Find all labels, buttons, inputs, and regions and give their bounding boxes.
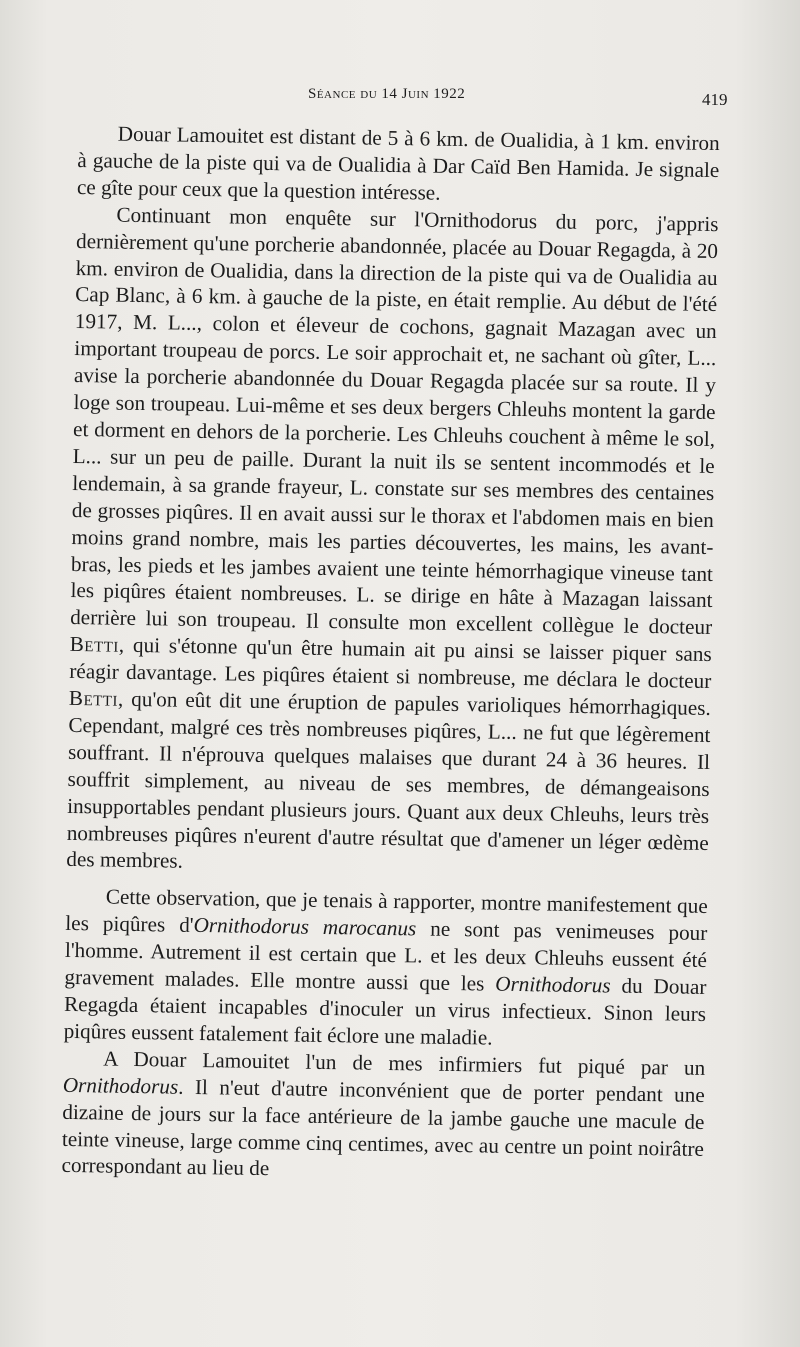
page-number: 419: [702, 90, 728, 109]
name-betti: Betti: [68, 685, 119, 711]
running-head: Séance du 14 Juin 1922: [308, 86, 466, 102]
paragraph-1-text: Douar Lamouitet est distant de 5 à 6 km. de Oualidia, à 1 km. environ à gauche de la piste qui va de Oualidia à Dar Caïd Ben Hamida. Je signale ce gîte pour ceux que la question intéresse.: [76, 121, 720, 205]
paragraph-2-part-c: , qu'on eût dit une éruption de papules varioliques hémorrhagiques. Cependant, malgré ces très nombreuses piqûres, L... ne fut que légèrement souffrant. Il n'éprouva quelques malaises que durant 24 à 36 heures. Il souffrit simplement, au niveau de ses membres, de démangeaisons insupportables pendant plusieurs jours. Quant aux deux Chleuhs, leurs très nombreuses piqûres n'eurent d'autre résultat que d'amener un léger œdème des membres.: [66, 686, 712, 874]
paragraph-2: [66, 201, 718, 884]
paragraph-3-part-b: ne sont pas venimeuses pour l'homme. Autrement il est certain que L. et les deux Chleuhs eussent été gravement malades. Elle montre aussi que les: [64, 916, 708, 996]
paragraph-2-part-b: , qui s'étonne qu'un être humain ait pu ainsi se laisser piquer sans réagir davantage. Les piqûres étaient si nombreuse, me déclara le docteur: [69, 632, 712, 694]
paragraph-3-part-a: Cette observation, que je tenais à rapporter, montre manifestement que les piqûres d': [65, 884, 708, 938]
paragraph-3: [63, 883, 707, 1055]
paragraph-2-part-a: Continuant mon enquête sur l'Ornithodorus du porc, j'appris dernièrement qu'une porcherie abandonnée, placée au Douar Regagda, à 20 km. environ de Oualidia, dans la direction de la piste qui va de Oualidia au Cap Blanc, à 6 km. à gauche de la piste, en était remplie. Au début de l'été 1917, M. L..., colon et éleveur de cochons, gagnait Mazagan avec un important troupeau de porcs. Le soir approchait et, ne sachant où gîter, L... avise la porcherie abandonnée du Douar Regagda placée sur sa route. Il y loge son troupeau. Lui-même et ses deux bergers Chleuhs montent la garde et dorment en dehors de la porcherie. Les Chleuhs couchent à même le sol, L... sur un peu de paille. Durant la nuit ils se sentent incommodés et le lendemain, à sa grande frayeur, L. constate sur ses membres des centaines de grosses piqûres. Il en avait aussi sur le thorax et l'abdomen mais en bien moins grand nombre, mais les parties découvertes, les mains, les avant-bras, les pieds et les jambes avaient une teinte hémorrhagique vineuse tant les piqûres étaient nombreuses. L. se dirige en hâte à Mazagan laissant derrière lui son troupeau. Il consulte mon excellent collègue le docteur: [70, 202, 719, 640]
page-header: [0, 86, 800, 116]
paragraph-3-part-c: du Douar Regagda étaient incapables d'inoculer un virus infectieux. Sinon leurs piqûres eussent fatalement fait éclore une maladie.: [63, 973, 707, 1050]
paragraph-4: [61, 1045, 705, 1190]
body-text: [61, 120, 720, 1189]
paragraph-4-part-a: A Douar Lamouitet l'un de mes infirmiers fut piqué par un: [103, 1046, 706, 1080]
genus-name: Ornithodorus: [495, 971, 611, 998]
paragraph-4-part-b: . Il n'eut d'autre inconvénient que de porter pendant une dizaine de jours sur la face antérieure de la jambe gauche une macule de teinte vineuse, large comme cinq centimes, avec au centre un point noirâtre correspondant au lieu de: [61, 1074, 705, 1181]
name-betti: Betti: [69, 632, 120, 657]
genus-name: Ornithodorus: [62, 1072, 179, 1099]
species-name: Ornithodorus marocanus: [193, 913, 417, 941]
paragraph-1: [77, 120, 720, 211]
